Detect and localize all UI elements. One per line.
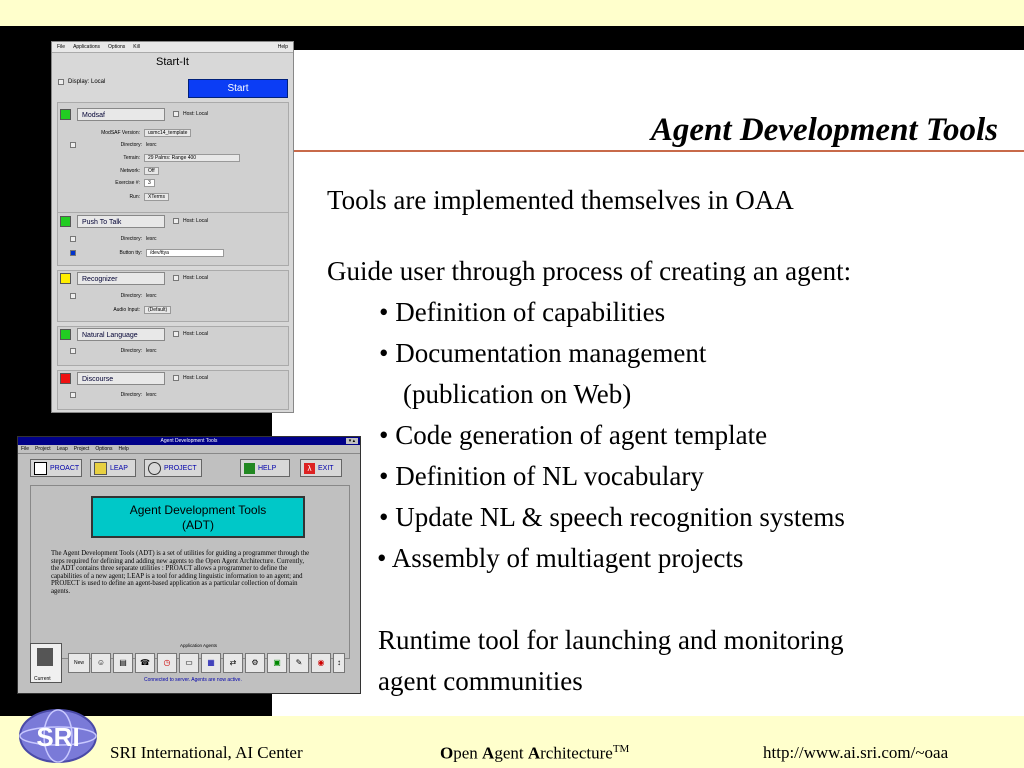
menu-file[interactable]: File [57, 44, 66, 50]
menu-project-2[interactable]: Project [73, 446, 90, 452]
bullet-item: • Definition of capabilities [379, 297, 666, 327]
agent-button-discourse[interactable]: Discourse [77, 372, 165, 385]
start-it-title: Start-It [155, 56, 189, 68]
body-line: agent communities [378, 666, 583, 696]
menu-kill[interactable]: Kill [133, 44, 140, 50]
exercise-input[interactable]: 3 [144, 179, 155, 187]
bullet-item: • Documentation management [379, 338, 707, 368]
leap-icon [94, 462, 107, 475]
host-checkbox[interactable] [173, 331, 179, 337]
menu-options[interactable]: Options [95, 446, 113, 452]
bullet-item: • Code generation of agent template [379, 420, 768, 450]
adt-description: The Agent Development Tools (ADT) is a set of utilities for guiding a programmer through the steps required for defining and adding new agents to the Open Agent Architecture. Currently, the ADT contains three separate utilities : PROACT allows a programmer to define the capabilities of a new agent; LEAP is a tool for adding linguistic information to an agent; and PROJECT is used to define an agent-based application as a particular collection of domain agents. [51, 550, 310, 595]
menu-options[interactable]: Options [108, 44, 126, 50]
body-line: Guide user through process of creating an agent: [327, 256, 852, 286]
menu-applications[interactable]: Applications [73, 44, 101, 50]
directory-field: Directory: lesrc [70, 348, 157, 354]
status-indicator [60, 373, 71, 384]
new-agent-button[interactable]: New [68, 653, 90, 673]
agent-button-natural-language[interactable]: Natural Language [77, 328, 165, 341]
sri-logo [16, 708, 100, 768]
telephone-agent-icon[interactable]: ☎ [135, 653, 155, 673]
modsaf-version-field: ModSAF Version: usmc14_template [70, 129, 191, 137]
modsaf-version-select[interactable]: usmc14_template [144, 129, 191, 137]
slide-body [327, 180, 851, 579]
adt-banner [91, 496, 305, 538]
agent-row-recognizer [60, 271, 208, 285]
title-rule [292, 150, 1024, 152]
exercise-field: Exercise #: 3 [70, 179, 155, 187]
microphone-agent-icon[interactable]: ✎ [289, 653, 309, 673]
document-agent-icon[interactable]: ▭ [179, 653, 199, 673]
start-it-menubar [52, 42, 293, 53]
agent-button-modsaf[interactable]: Modsaf [77, 108, 165, 121]
network-agent-icon[interactable]: ⇄ [223, 653, 243, 673]
exit-icon: λ [304, 463, 315, 474]
body-line: Runtime tool for launching and monitoring [378, 625, 844, 655]
agent-row-modsaf [60, 107, 208, 121]
logo-text: SRI [36, 722, 80, 752]
clock-agent-icon[interactable]: ◷ [157, 653, 177, 673]
application-agents-label: Application Agents [180, 643, 218, 648]
audio-input-field: Audio Input: (Default) [70, 306, 171, 314]
host-label: Host: Local [183, 375, 209, 381]
bullet-item: • Assembly of multiagent projects [377, 543, 744, 573]
agent-row-natural-language [60, 327, 208, 341]
footer-url[interactable]: http://www.ai.sri.com/~oaa [763, 743, 949, 762]
agent-person-icon [37, 648, 53, 666]
monitor-agent-icon[interactable]: ▣ [267, 653, 287, 673]
display-label: Display: Local [68, 79, 106, 85]
ball-agent-icon[interactable]: ◉ [311, 653, 331, 673]
bullet-item: • Update NL & speech recognition systems [379, 502, 845, 532]
terrain-field: Terrain: 29 Palms: Range 400 [70, 154, 240, 162]
agent-row-push-to-talk [60, 214, 208, 228]
host-checkbox[interactable] [173, 375, 179, 381]
terrain-select[interactable]: 29 Palms: Range 400 [144, 154, 240, 162]
body-line: Tools are implemented themselves in OAA [327, 185, 794, 215]
menu-help[interactable]: Help [118, 446, 129, 452]
status-text: Connected to server. Agents are now active. [144, 677, 242, 683]
bullet-continuation: (publication on Web) [403, 379, 632, 409]
network-select[interactable]: Off [144, 167, 159, 175]
button-tty-input[interactable]: /dev/ttya [146, 249, 224, 257]
menu-file[interactable]: File [21, 446, 30, 452]
adt-window-title: Agent Development Tools [160, 438, 218, 444]
start-it-window [51, 41, 294, 413]
bullet-item: • Definition of NL vocabulary [379, 461, 704, 491]
status-indicator [60, 329, 71, 340]
person-agent-icon[interactable]: ☺ [91, 653, 111, 673]
window-controls-icon[interactable]: ▾ ▴ [346, 438, 358, 444]
exit-button[interactable]: λ EXIT [300, 459, 342, 477]
printer-agent-icon[interactable]: ▤ [113, 653, 133, 673]
host-label: Host: Local [183, 111, 209, 117]
agent-row-discourse [60, 371, 208, 385]
status-indicator [60, 109, 71, 120]
robot-agent-icon[interactable]: ⚙ [245, 653, 265, 673]
project-button[interactable]: PROJECT [144, 459, 202, 477]
status-indicator [60, 273, 71, 284]
adt-window [17, 436, 361, 694]
adt-banner-title: Agent Development Tools [129, 503, 267, 517]
adt-content-panel [30, 485, 350, 659]
run-select[interactable]: XTerms [144, 193, 169, 201]
runtime-text [378, 620, 844, 702]
host-checkbox[interactable] [173, 275, 179, 281]
display-checkbox[interactable] [58, 79, 64, 85]
footer-oaa: Open Agent Architecture™ [440, 743, 630, 763]
help-icon [244, 463, 255, 474]
directory-field: Directory: lesrc [70, 293, 157, 299]
slide-title: Agent Development Tools [650, 112, 998, 148]
footer-organization: SRI International, AI Center [110, 743, 303, 762]
run-field: Run: XTerms [70, 193, 169, 201]
help-button[interactable]: HELP [240, 459, 290, 477]
status-indicator [60, 216, 71, 227]
host-label: Host: Local [183, 331, 209, 337]
audio-input-select[interactable]: (Default) [144, 306, 171, 314]
menu-project[interactable]: Project [35, 446, 51, 452]
adt-titlebar [18, 437, 360, 445]
proact-button[interactable]: PROACT [30, 459, 82, 477]
host-checkbox[interactable] [173, 218, 179, 224]
button-tty-field: Button tty: /dev/ttya [70, 249, 224, 257]
current-agent[interactable]: Current [30, 643, 62, 683]
directory-field: Directory: lesrc [70, 236, 157, 242]
adt-banner-subtitle: (ADT) [182, 518, 214, 532]
project-icon [148, 462, 161, 475]
host-label: Host: Local [183, 218, 209, 224]
directory-field: Directory: lesrc [70, 392, 157, 398]
agent-button-push-to-talk[interactable]: Push To Talk [77, 215, 165, 228]
directory-field: Directory: lesrc [70, 142, 157, 148]
adt-menubar [18, 445, 360, 454]
host-label: Host: Local [183, 275, 209, 281]
agent-button-recognizer[interactable]: Recognizer [77, 272, 165, 285]
scroll-arrows-icon[interactable]: ↕ [333, 653, 345, 673]
start-button[interactable]: Start [188, 79, 288, 98]
network-field: Network: Off [70, 167, 159, 175]
leap-button[interactable]: LEAP [90, 459, 136, 477]
top-band [0, 0, 1024, 26]
menu-help[interactable]: Help [277, 44, 288, 50]
calendar-agent-icon[interactable]: ▦ [201, 653, 221, 673]
menu-leap[interactable]: Leap [56, 446, 68, 452]
magnifier-icon [34, 462, 47, 475]
host-checkbox[interactable] [173, 111, 179, 117]
